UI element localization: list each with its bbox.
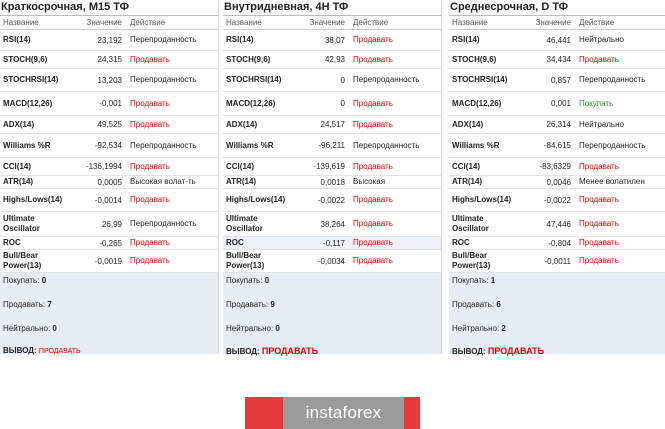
indicator-name: MACD(12,26) (226, 98, 276, 108)
indicator-name: STOCH(9,6) (3, 54, 48, 64)
indicator-name: MACD(12,26) (452, 98, 502, 108)
summary-box (223, 273, 441, 354)
summary-sell-label: Продавать: (452, 300, 495, 309)
indicator-value: 24,315 (97, 55, 122, 64)
indicator-name: STOCHRSI(14) (226, 75, 282, 84)
indicator-action: Продавать (579, 161, 619, 171)
indicator-action: Продавать (130, 119, 170, 129)
indicator-name: ROC (3, 238, 21, 247)
table-row (223, 116, 441, 134)
summary-sell-count: 7 (47, 300, 52, 309)
table-row (449, 250, 665, 273)
indicator-value: 38,07 (324, 35, 345, 45)
indicator-action: Перепроданность (353, 140, 420, 150)
table-row (223, 92, 441, 116)
indicator-value: 49,525 (97, 120, 122, 129)
indicator-action: Высокая волат-ть (130, 177, 196, 186)
table-row (0, 116, 218, 134)
indicator-action: Продавать (130, 238, 170, 247)
summary-neutral-count: 0 (52, 324, 57, 333)
indicator-value: -0,0019 (94, 256, 122, 266)
summary-neutral-label: Нейтрально: (226, 324, 274, 333)
table-header (223, 16, 441, 30)
logo-text: instaforex (283, 397, 404, 429)
table-header (0, 16, 218, 30)
table-row (0, 69, 218, 92)
table-row (223, 237, 441, 250)
indicator-name: RSI(14) (452, 35, 480, 44)
indicator-action: Перепроданность (579, 75, 646, 84)
indicator-name: ATR(14) (226, 177, 257, 186)
indicator-name: ATR(14) (452, 177, 483, 186)
summary-box (0, 273, 218, 354)
verdict-value: ПРОДАВАТЬ (261, 346, 319, 356)
indicator-action: Перепроданность (130, 35, 197, 44)
indicator-value: -0,0011 (544, 256, 571, 266)
table-row (449, 134, 665, 158)
indicator-name: Williams %R (452, 140, 500, 150)
indicator-value: 34,434 (546, 55, 571, 64)
summary-verdict (226, 346, 318, 356)
table-row (0, 134, 218, 158)
indicator-value: 0,001 (550, 99, 571, 108)
table-row (0, 30, 218, 51)
indicator-action: Продавать (130, 98, 170, 108)
indicator-name: ADX(14) (226, 119, 258, 129)
table-row (0, 237, 218, 250)
indicator-value: 0,0046 (546, 177, 571, 187)
indicator-name: CCI(14) (226, 161, 255, 171)
summary-sell-count: 6 (496, 300, 501, 309)
indicator-value: 24,517 (320, 120, 345, 129)
table-row (449, 69, 665, 92)
table-row (0, 158, 218, 176)
indicator-action: Продавать (130, 54, 170, 64)
verdict-label: ВЫВОД: (3, 346, 37, 355)
indicator-value: 0,857 (550, 75, 571, 85)
indicator-action: Продавать (579, 238, 619, 247)
indicator-name: STOCHRSI(14) (3, 75, 59, 84)
indicator-value: -0,0022 (543, 195, 571, 205)
indicator-action: Продавать (579, 256, 619, 265)
table-row (223, 30, 441, 51)
indicator-name: ATR(14) (3, 177, 34, 186)
header-name: Название (452, 18, 488, 27)
table-row (223, 250, 441, 273)
indicator-name: RSI(14) (226, 35, 254, 44)
indicator-value: 0 (340, 75, 345, 85)
indicator-value: -0,0022 (317, 195, 345, 205)
panel-0 (0, 0, 219, 354)
summary-neutral (452, 324, 506, 333)
table-row (449, 189, 665, 212)
indicator-name: ADX(14) (3, 119, 35, 129)
logo-right-block (404, 397, 420, 429)
table-row (223, 158, 441, 176)
header-action: Действие (130, 18, 166, 27)
indicator-value: 26,99 (101, 219, 122, 229)
summary-sell (226, 300, 275, 309)
summary-buy (226, 276, 269, 285)
indicator-name: Williams %R (3, 140, 51, 150)
indicator-name: STOCHRSI(14) (452, 75, 508, 84)
indicator-value: -83,6329 (539, 162, 571, 171)
indicator-name: RSI(14) (3, 35, 31, 44)
indicator-action: Покупать (579, 98, 614, 108)
indicator-name: CCI(14) (3, 161, 32, 171)
indicator-action: Нейтрально (579, 119, 624, 129)
indicator-value: -0,0034 (317, 256, 345, 266)
indicator-value: -0,0014 (94, 195, 122, 205)
indicator-name: ADX(14) (452, 119, 484, 129)
instaforex-logo (245, 397, 420, 429)
indicator-name: Williams %R (226, 140, 274, 150)
panel-title: Краткосрочная, M15 ТФ (0, 0, 218, 16)
verdict-label: ВЫВОД: (226, 347, 260, 356)
indicator-value: 26,314 (546, 120, 571, 129)
indicator-action: Продавать (579, 54, 619, 64)
indicator-action: Продавать (353, 238, 393, 247)
indicator-name: Bull/Bear Power(13) (226, 251, 265, 270)
table-row (223, 51, 441, 69)
summary-buy-label: Покупать: (226, 276, 263, 285)
summary-neutral (3, 324, 57, 333)
table-row (449, 92, 665, 116)
summary-neutral-count: 0 (275, 324, 280, 333)
indicator-action: Продавать (579, 219, 619, 228)
indicator-value: -0,265 (99, 238, 122, 248)
indicator-value: 0 (340, 99, 345, 108)
indicator-value: 0,0018 (320, 177, 345, 187)
indicator-value: 46,441 (546, 35, 571, 45)
table-row (0, 189, 218, 212)
panel-title: Внутридневная, 4H ТФ (223, 0, 441, 16)
indicator-value: -0,117 (322, 238, 345, 248)
table-row (223, 69, 441, 92)
table-row (449, 30, 665, 51)
indicator-name: Highs/Lows(14) (452, 195, 512, 204)
indicator-action: Продавать (353, 256, 393, 265)
indicator-value: -139,619 (313, 162, 345, 171)
summary-buy (452, 276, 495, 285)
table-row (449, 176, 665, 189)
indicator-action: Менее волатилен (579, 177, 645, 186)
indicator-action: Продавать (579, 195, 619, 204)
indicator-value: 23,192 (97, 35, 122, 45)
header-value: Значение (535, 18, 571, 27)
table-row (449, 237, 665, 250)
summary-sell (452, 300, 501, 309)
indicator-value: 38,264 (320, 219, 345, 229)
indicator-value: -84,615 (543, 141, 571, 150)
indicator-action: Продавать (353, 161, 393, 171)
indicator-name: Bull/Bear Power(13) (452, 251, 491, 270)
summary-sell-label: Продавать: (226, 300, 269, 309)
summary-neutral-label: Нейтрально: (3, 324, 51, 333)
table-row (223, 212, 441, 237)
indicator-action: Продавать (353, 119, 393, 129)
header-value: Значение (309, 18, 345, 27)
table-row (223, 176, 441, 189)
summary-sell (3, 300, 52, 309)
summary-neutral-label: Нейтрально: (452, 324, 500, 333)
indicator-value: 13,203 (97, 75, 122, 85)
indicator-name: MACD(12,26) (3, 98, 53, 108)
indicator-action: Продавать (353, 98, 393, 108)
indicator-action: Продавать (353, 35, 393, 44)
table-row (0, 212, 218, 237)
panel-2 (449, 0, 665, 354)
table-row (0, 176, 218, 189)
indicator-action: Перепроданность (130, 140, 197, 150)
indicator-name: STOCH(9,6) (226, 54, 271, 64)
panel-1 (223, 0, 442, 354)
verdict-value: ПРОДАВАТЬ (38, 348, 81, 355)
indicator-name: ROC (226, 238, 244, 247)
header-value: Значение (86, 18, 122, 27)
indicator-name: Ultimate Oscillator (3, 214, 40, 233)
indicator-action: Нейтрально (579, 35, 624, 44)
summary-buy-count: 1 (490, 276, 496, 285)
table-header (449, 16, 665, 30)
indicator-value: 42,93 (324, 55, 345, 64)
table-row (0, 92, 218, 116)
table-row (0, 250, 218, 273)
summary-neutral-count: 2 (501, 324, 506, 333)
indicator-name: STOCH(9,6) (452, 54, 497, 64)
header-name: Название (226, 18, 262, 27)
indicator-action: Перепроданность (130, 219, 197, 228)
summary-sell-label: Продавать: (3, 300, 46, 309)
indicator-action: Продавать (353, 219, 393, 228)
indicator-name: Highs/Lows(14) (3, 195, 63, 204)
summary-buy-count: 0 (264, 276, 270, 285)
summary-sell-count: 9 (270, 300, 275, 309)
indicator-value: 47,446 (546, 219, 571, 229)
indicator-name: ROC (452, 238, 470, 247)
indicator-action: Перепроданность (353, 75, 420, 84)
indicator-value: -0,001 (99, 99, 122, 108)
table-row (449, 158, 665, 176)
summary-buy-label: Покупать: (3, 276, 40, 285)
indicator-name: CCI(14) (452, 161, 481, 171)
verdict-label: ВЫВОД: (452, 347, 486, 356)
summary-buy (3, 276, 46, 285)
table-row (449, 116, 665, 134)
indicator-value: -96,211 (318, 141, 345, 150)
panel-title: Среднесрочная, D ТФ (449, 0, 665, 16)
summary-verdict (452, 346, 544, 356)
summary-buy-label: Покупать: (452, 276, 489, 285)
table-row (449, 51, 665, 69)
table-row (0, 51, 218, 69)
header-action: Действие (353, 18, 389, 27)
header-action: Действие (579, 18, 615, 27)
indicator-action: Продавать (130, 161, 170, 171)
table-row (223, 134, 441, 158)
indicator-action: Перепроданность (579, 140, 646, 150)
summary-neutral (226, 324, 280, 333)
indicator-action: Продавать (130, 195, 170, 204)
summary-verdict (3, 346, 81, 355)
indicator-action: Перепроданность (130, 75, 197, 84)
indicator-action: Продавать (353, 195, 393, 204)
indicator-action: Продавать (353, 54, 393, 64)
indicator-action: Продавать (130, 256, 170, 265)
summary-box (449, 273, 665, 354)
table-row (449, 212, 665, 237)
summary-buy-count: 0 (41, 276, 47, 285)
indicator-value: 0,0005 (97, 177, 122, 187)
indicator-action: Высокая (353, 177, 386, 186)
indicator-name: Bull/Bear Power(13) (3, 251, 42, 270)
indicator-value: -92,534 (94, 141, 122, 150)
indicator-value: -0,804 (548, 238, 571, 248)
indicator-name: Ultimate Oscillator (226, 214, 263, 233)
header-name: Название (3, 18, 39, 27)
table-row (223, 189, 441, 212)
indicator-name: Highs/Lows(14) (226, 195, 286, 204)
indicator-value: -136,1994 (85, 162, 122, 171)
indicator-name: Ultimate Oscillator (452, 214, 489, 233)
logo-left-block (245, 397, 283, 429)
verdict-value: ПРОДАВАТЬ (487, 346, 545, 356)
